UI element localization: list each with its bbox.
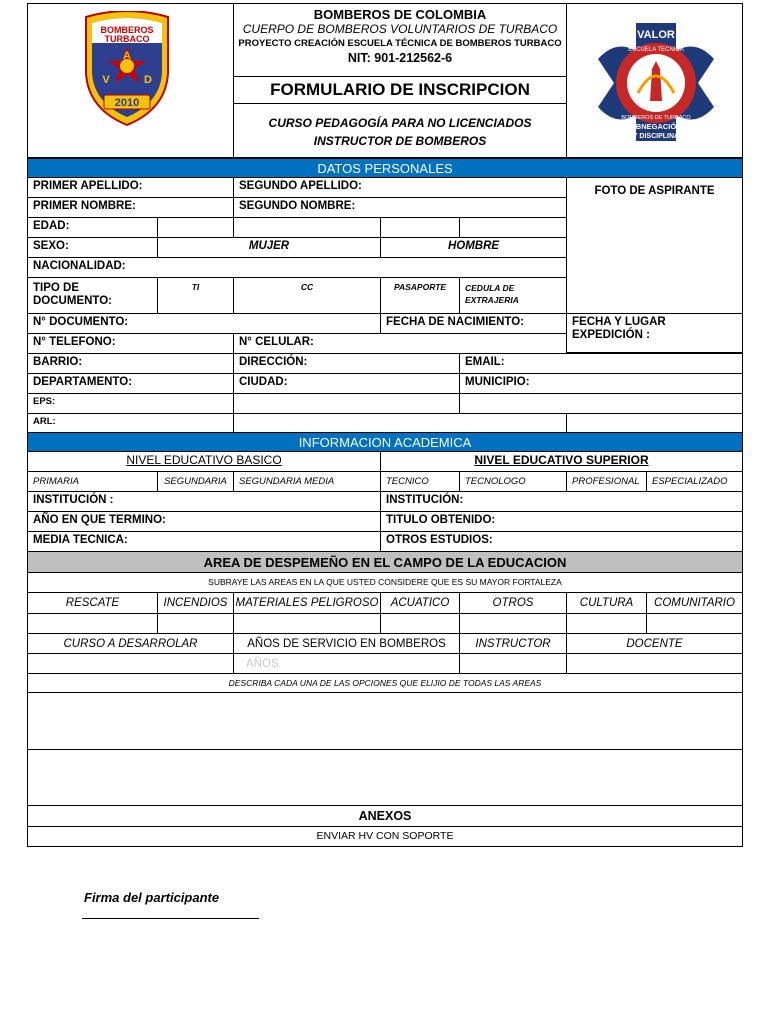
area-answer-7[interactable]: [646, 613, 743, 634]
logo-left-mid-text: TURBACO: [104, 34, 150, 44]
area-comunitario-option[interactable]: COMUNITARIO: [646, 592, 743, 614]
logo-right-bottom-text1: ABNEGACIÓN: [630, 122, 682, 131]
telefono-label: N° TELEFONO:: [27, 333, 234, 354]
primaria-option[interactable]: PRIMARIA: [27, 471, 158, 492]
fecha-lugar-expedicion-label: FECHA Y LUGAR EXPEDICIÓN :: [566, 313, 743, 353]
segundaria-media-option[interactable]: SEGUNDARIA MEDIA: [233, 471, 381, 492]
section-area-desempeno: AREA DE DESPEMEÑO EN EL CAMPO DE LA EDUCACION: [27, 551, 743, 573]
arl-label: ARL:: [27, 413, 234, 433]
area-answer-3[interactable]: [233, 613, 381, 634]
area-answer-4[interactable]: [380, 613, 460, 634]
form-title-cell: [233, 76, 567, 104]
section-anexos: ANEXOS: [27, 805, 743, 827]
area-answer-1[interactable]: [27, 613, 158, 634]
logo-left-letter-v: V: [102, 74, 110, 86]
edad-extra-2[interactable]: [380, 217, 460, 238]
sexo-mujer-option[interactable]: MUJER: [157, 237, 381, 258]
especializado-option[interactable]: ESPECIALIZADO: [646, 471, 743, 492]
nivel-basico-title: NIVEL EDUCATIVO BASICO: [27, 451, 381, 472]
email-label: EMAIL:: [459, 353, 743, 374]
tecnologo-option[interactable]: TECNOLOGO: [459, 471, 567, 492]
header-right-logo-cell: [566, 3, 743, 158]
celular-label: N° CELULAR:: [233, 333, 567, 354]
form-title: FORMULARIO DE INSCRIPCION: [270, 80, 530, 99]
area-acuatico-option[interactable]: ACUATICO: [380, 592, 460, 614]
nit: NIT: 901-212562-6: [347, 51, 453, 65]
course-cell: [233, 103, 567, 158]
segundo-nombre-label: SEGUNDO NOMBRE:: [233, 197, 567, 218]
media-tecnica-label: MEDIA TECNICA:: [27, 531, 381, 552]
curso-desarrollar-label: CURSO A DESARROLAR: [27, 633, 234, 654]
header-title-block: [233, 3, 567, 77]
institucion-superior-label: INSTITUCIÓN:: [380, 491, 743, 512]
edad-field[interactable]: [157, 217, 234, 238]
anos-servicio-field[interactable]: [233, 653, 460, 674]
institucion-basico-label: INSTITUCIÓN :: [27, 491, 381, 512]
section-datos-personales: DATOS PERSONALES: [27, 158, 743, 178]
describe-instruction: DESCRIBA CADA UNA DE LAS OPCIONES QUE ELIJIO DE TODAS LAS AREAS: [27, 673, 743, 693]
area-cultura-option[interactable]: CULTURA: [566, 592, 647, 614]
ciudad-label: CIUDAD:: [233, 373, 460, 394]
logo-left-letter-d: D: [144, 74, 152, 86]
section-informacion-academica: INFORMACION ACADEMICA: [27, 432, 743, 452]
otros-estudios-label: OTROS ESTUDIOS:: [380, 531, 743, 552]
municipio-label: MUNICIPIO:: [459, 373, 743, 394]
anos-servicio-label: AÑOS DE SERVICIO EN BOMBEROS: [233, 633, 460, 654]
fecha-nacimiento-label: FECHA DE NACIMIENTO:: [380, 313, 567, 334]
eps-field-1[interactable]: [233, 393, 460, 414]
area-answer-6[interactable]: [566, 613, 647, 634]
firma-participante-label: Firma del participante: [84, 890, 220, 905]
numero-documento-label: N° DOCUMENTO:: [27, 313, 381, 334]
arl-field-1[interactable]: [233, 413, 567, 433]
anos-placeholder: AÑOS: [246, 658, 279, 670]
segundo-apellido-label: SEGUNDO APELLIDO:: [233, 177, 567, 198]
inscription-form: [27, 3, 743, 847]
instructor-option[interactable]: INSTRUCTOR: [459, 633, 567, 654]
eps-label: EPS:: [27, 393, 234, 414]
area-otros-option[interactable]: OTROS: [459, 592, 567, 614]
tipo-doc-cc-option[interactable]: CC: [233, 277, 381, 314]
header-left-logo-cell: [27, 3, 234, 158]
area-rescate-option[interactable]: RESCATE: [27, 592, 158, 614]
tipo-doc-ti-option[interactable]: TI: [157, 277, 234, 314]
tipo-doc-pasaporte-option[interactable]: PASAPORTE: [380, 277, 460, 314]
profesional-option[interactable]: PROFESIONAL: [566, 471, 647, 492]
anexos-text: ENVIAR HV CON SOPORTE: [27, 826, 743, 847]
direccion-label: DIRECCIÓN:: [233, 353, 460, 374]
eps-field-2[interactable]: [459, 393, 743, 414]
departamento-label: DEPARTAMENTO:: [27, 373, 234, 394]
tipo-doc-cedula-ext-option[interactable]: CEDULA DE EXTRAJERIA: [459, 277, 567, 314]
area-answer-2[interactable]: [157, 613, 234, 634]
area-answer-5[interactable]: [459, 613, 567, 634]
titulo-obtenido-label: TITULO OBTENIDO:: [380, 511, 743, 532]
foto-aspirante-box[interactable]: [566, 177, 743, 314]
logo-right-ring-text2: BOMBEROS DE TURBACO: [621, 115, 691, 121]
arl-field-2[interactable]: [566, 413, 743, 433]
nivel-superior-title: NIVEL EDUCATIVO SUPERIOR: [380, 451, 743, 472]
tipo-documento-label: TIPO DE DOCUMENTO:: [27, 277, 158, 314]
org-name: BOMBEROS DE COLOMBIA: [313, 7, 487, 22]
logo-left-year: 2010: [114, 97, 140, 109]
describe-textarea-2[interactable]: [27, 749, 743, 806]
docente-option[interactable]: DOCENTE: [566, 633, 743, 654]
area-incendios-option[interactable]: INCENDIOS: [157, 592, 234, 614]
course-line1: CURSO PEDAGOGÍA PARA NO LICENCIADOS: [268, 116, 532, 130]
course-line2: INSTRUCTOR DE BOMBEROS: [313, 134, 487, 148]
ano-termino-label: AÑO EN QUE TERMINO:: [27, 511, 381, 532]
area-materiales-peligroso-option[interactable]: MATERIALES PELIGROSO: [233, 592, 381, 614]
primer-apellido-label: PRIMER APELLIDO:: [27, 177, 234, 198]
barrio-label: BARRIO:: [27, 353, 234, 374]
primer-nombre-label: PRIMER NOMBRE:: [27, 197, 234, 218]
tecnico-option[interactable]: TECNICO: [380, 471, 460, 492]
logo-right-ring-text: ESCUELA TECNICA: [628, 47, 684, 53]
edad-extra-1[interactable]: [233, 217, 381, 238]
area-instruction: SUBRAYE LAS AREAS EN LA QUE USTED CONSIDERE QUE ES SU MAYOR FORTALEZA: [27, 572, 743, 593]
logo-left-letter-a: A: [123, 50, 131, 62]
signature-line[interactable]: [82, 918, 259, 919]
instructor-field[interactable]: [459, 653, 567, 674]
org-sub: CUERPO DE BOMBEROS VOLUNTARIOS DE TURBACO: [242, 22, 558, 36]
sexo-hombre-option[interactable]: HOMBRE: [380, 237, 567, 258]
edad-extra-3[interactable]: [459, 217, 567, 238]
logo-right-top-text: VALOR: [637, 29, 675, 41]
edad-label: EDAD:: [27, 217, 158, 238]
describe-textarea-1[interactable]: [27, 692, 743, 750]
logo-right-bottom-text2: Y DISCIPLINA: [632, 133, 680, 140]
foto-aspirante-label: FOTO DE ASPIRANTE: [594, 185, 715, 197]
docente-field[interactable]: [566, 653, 743, 674]
sexo-label: SEXO:: [27, 237, 158, 258]
segundaria-option[interactable]: SEGUNDARIA: [157, 471, 234, 492]
project-name: PROYECTO CREACIÓN ESCUELA TÉCNICA DE BOMBEROS TURBACO: [238, 38, 562, 49]
curso-field[interactable]: [27, 653, 234, 674]
nacionalidad-label: NACIONALIDAD:: [27, 257, 567, 278]
logo-left-top-text: BOMBEROS: [100, 25, 154, 35]
